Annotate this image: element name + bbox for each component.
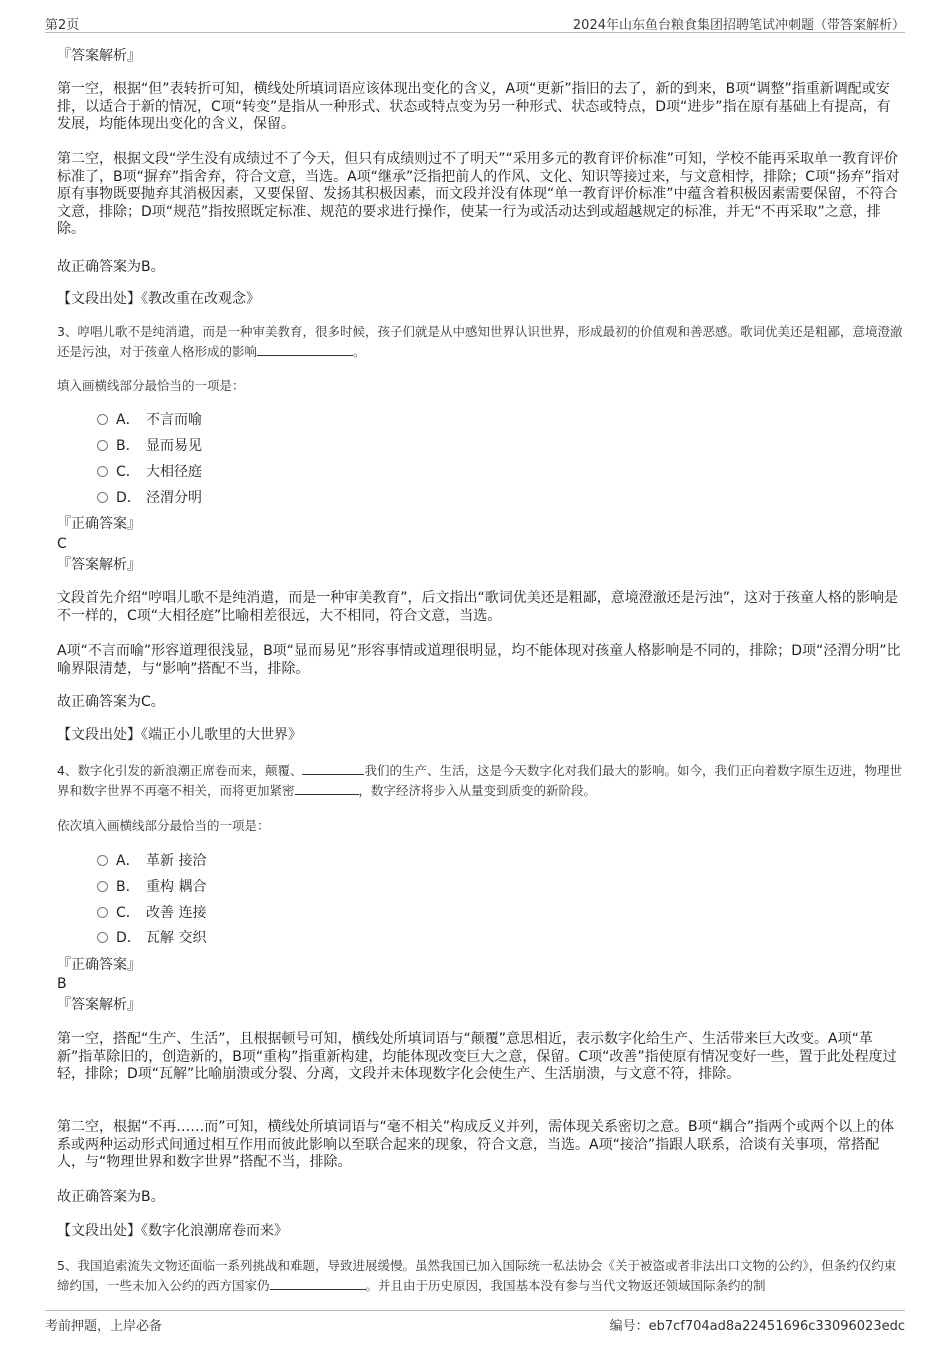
radio-icon[interactable] — [97, 932, 108, 943]
q4-analysis-para1: 第一空，搭配“生产、生活”，且根据顿号可知，横线处所填词语与“颠覆”意思相近，表示数字化给生产、生活带来巨大改变。A项“革新”指革除旧的，创造新的，B项“重构”指重新构建，均能体现改变巨大之意，保留。C项“改善”指使原有情况变好一些，置于此处程度过轻，排除；D项“瓦解”比喻崩溃或分裂、分离，文段并未体现数字化会使生产、生活崩溃，与文意不符，排除。 — [57, 1031, 897, 1082]
q3-stem — [57, 322, 903, 362]
q4-option-d[interactable]: D． 瓦解 交织 — [97, 929, 206, 947]
q3-analysis-para1: 文段首先介绍“哼唱儿歌不是纯消遣，而是一种审美教育”，后文指出“歌词优美还是粗鄙，意境澄澈还是污浊”，这对于孩童人格的影响是不一样的，C项“大相径庭”比喻相差很远，大不相同，符合文意，当选。 — [57, 590, 899, 624]
q3-option-d[interactable]: D． 泾渭分明 — [97, 489, 202, 507]
q4-source: 【文段出处】《数字化浪潮席卷而来》 — [57, 1223, 288, 1239]
footer-motto: 考前押题，上岸必备 — [45, 1319, 163, 1334]
q3-stem-part2: 。 — [353, 344, 366, 359]
q4-analysis-para2: 第二空，根据“不再……而”可知，横线处所填词语与“毫不相关”构成反义并列，需体现关系密切之意。B项“耦合”指两个或两个以上的体系或两种运动形式间通过相互作用而彼此影响以至联合起来的现象，符合文意，当选。A项“接洽”指跟人联系，洽谈有关事项，常搭配人，与“物理世界和数字世界”搭配不当，排除。 — [57, 1119, 895, 1170]
serial-number: eb7cf704ad8a22451696c33096023edc — [648, 1319, 905, 1334]
serial-label: 编号： — [609, 1319, 649, 1334]
q3-option-c[interactable]: C． 大相径庭 — [97, 463, 202, 481]
q3-source: 【文段出处】《端正小儿歌里的大世界》 — [57, 727, 302, 743]
q2-analysis-para1: 第一空，根据“但”表转折可知，横线处所填词语应该体现出变化的含义，A项“更新”指旧的去了，新的到来，B项“调整”指重新调配或安排，以适合于新的情况，C项“转变”是指从一种形式、状态或特点变为另一种形式、状态或特点，D项“进步”指在原有基础上有提高，有发展，均能体现出变化的含义，保留。 — [57, 81, 891, 132]
q3-option-a[interactable]: A． 不言而喻 — [97, 411, 202, 429]
q3-stem-part1: 3、哼唱儿歌不是纯消遣，而是一种审美教育，很多时候，孩子们就是从中感知世界认识世界，形成最初的价值观和善恶感。歌词优美还是粗鄙，意境澄澈还是污浊，对于孩童人格形成的影响 — [57, 324, 903, 359]
q2-analysis-label: 『答案解析』 — [57, 48, 141, 64]
q3-instruction: 填入画横线部分最恰当的一项是： — [57, 378, 245, 393]
q4-option-a[interactable]: A． 革新 接洽 — [97, 852, 206, 870]
q4-analysis-label: 『答案解析』 — [57, 997, 141, 1013]
radio-icon[interactable] — [97, 907, 108, 918]
radio-icon[interactable] — [97, 492, 108, 503]
q4-instruction: 依次填入画横线部分最恰当的一项是： — [57, 818, 270, 833]
q3-answer-label: 『正确答案』 — [57, 516, 141, 532]
radio-icon[interactable] — [97, 855, 108, 866]
q4-answer-label: 『正确答案』 — [57, 957, 141, 973]
radio-icon[interactable] — [97, 414, 108, 425]
radio-icon[interactable] — [97, 466, 108, 477]
footer-serial — [610, 1315, 905, 1334]
q4-option-c[interactable]: C． 改善 连接 — [97, 904, 206, 922]
q5-blank — [270, 1277, 366, 1290]
q2-analysis-para2: 第二空，根据文段“学生没有成绩过不了今天，但只有成绩则过不了明天”“采用多元的教育评价标准”可知，学校不能再采取单一教育评价标准了，B项“摒弃”指舍弃，符合文意，当选。A项“继承”泛指把前人的作风、文化、知识等接过来，与文意相悖，排除；C项“扬弃”指对原有事物既要抛弃其消极因素，又要保留、发扬其积极因素，而文段并没有体现“单一教育评价标准”中蕴含着积极因素需要保留，不符合文意，排除；D项“规范”指按照既定标准、规范的要求进行操作，使某一行为或活动达到或超越规定的标准，并无“不再采取”之意，排除。 — [57, 151, 900, 237]
q2-source: 【文段出处】《教改重在改观念》 — [57, 291, 260, 307]
q5-stem-part1: 5、我国追索流失文物还面临一系列挑战和难题，导致进展缓慢。虽然我国已加入国际统一私法协会《关于被盗或者非法出口文物的公约》，但条约仅约束缔约国，一些未加入公约的西方国家仍 — [57, 1258, 897, 1293]
q3-blank — [257, 343, 353, 356]
document-title: 2024年山东鱼台粮食集团招聘笔试冲刺题（带答案解析） — [572, 18, 905, 33]
q3-answer: C — [57, 536, 67, 552]
q5-stem-part2: 。并且由于历史原因，我国基本没有参与当代文物返还领域国际条约的制 — [365, 1278, 766, 1293]
page-footer — [45, 1310, 905, 1333]
q5-stem — [57, 1256, 903, 1296]
q4-stem-part1: 4、数字化引发的新浪潮正席卷而来，颠覆、 — [57, 763, 303, 778]
q4-option-b[interactable]: B． 重构 耦合 — [97, 878, 206, 896]
q4-conclusion: 故正确答案为B。 — [57, 1189, 165, 1205]
q4-stem-part2: 我们的生产、生活，这是今天数字化对我们最大的影响。如今，我们正向着数字原生迈进，物理世界和数字世界不再毫不相关，而将更加紧密 — [57, 763, 902, 798]
page-number: 第2页 — [45, 18, 80, 33]
q3-analysis-para2: A项“不言而喻”形容道理很浅显，B项“显而易见”形容事情或道理很明显，均不能体现对孩童人格影响是不同的，排除；D项“泾渭分明”比喻界限清楚，与“影响”搭配不当，排除。 — [57, 643, 901, 677]
radio-icon[interactable] — [97, 881, 108, 892]
radio-icon[interactable] — [97, 440, 108, 451]
q2-conclusion: 故正确答案为B。 — [57, 259, 165, 275]
q4-blank-2 — [295, 782, 359, 795]
q3-conclusion: 故正确答案为C。 — [57, 694, 165, 710]
q3-analysis-label: 『答案解析』 — [57, 557, 141, 573]
q3-option-b[interactable]: B． 显而易见 — [97, 437, 202, 455]
q4-answer: B — [57, 976, 67, 992]
page-header — [45, 12, 905, 33]
q4-stem-part3: ，数字经济将步入从量变到质变的新阶段。 — [358, 783, 597, 798]
q4-blank-1 — [302, 762, 364, 775]
q4-stem — [57, 761, 903, 801]
